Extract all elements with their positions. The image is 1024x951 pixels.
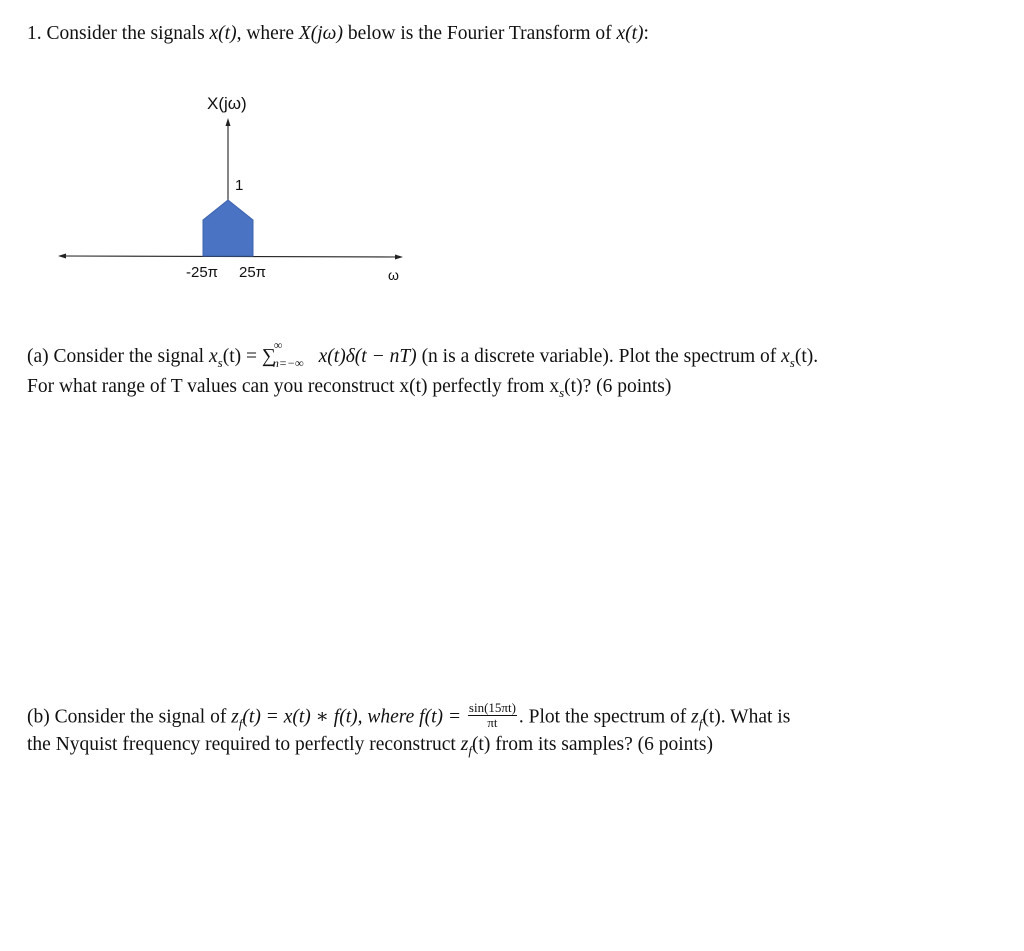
stem-text-3: below is the Fourier Transform of <box>347 23 612 44</box>
part-a-end: (t). <box>794 346 819 367</box>
frac-denominator: πt <box>487 714 498 730</box>
left-tick-label: -25π <box>186 264 219 281</box>
xs-symbol-2: x <box>781 346 790 367</box>
question-stem <box>27 24 649 44</box>
part-a-note: (n is a discrete variable). Plot the spectrum of <box>421 346 777 367</box>
sum-body: x(t)δ(t − nT) <box>318 346 417 367</box>
sum-lower: n=−∞ <box>272 356 304 370</box>
summation: ∑ ∞ n=−∞ <box>261 338 304 370</box>
part-a-line-1 <box>27 338 819 370</box>
fourier-transform-figure <box>55 90 415 290</box>
sum-upper: ∞ <box>273 338 283 352</box>
part-b-text-2: the Nyquist frequency required to perfectly reconstruct <box>27 734 456 755</box>
x-of-t-2: x(t) <box>616 23 644 44</box>
part-a-line-2 <box>27 377 671 400</box>
xs-subscript: s <box>217 354 223 370</box>
xlabel: ω <box>388 267 399 283</box>
spectrum-shape <box>203 200 253 256</box>
part-b-eq: (t) = x(t) ∗ f(t), where f(t) = <box>242 706 462 728</box>
part-a-text-1: Consider the signal <box>53 346 205 367</box>
part-a-text-2: For what range of T values can you reconstruct x(t) perfectly from x <box>27 376 560 397</box>
part-b-after-frac: . Plot the spectrum of <box>518 706 687 728</box>
zf-symbol-3: z <box>460 734 469 755</box>
frac-numerator: sin(15πt) <box>468 700 516 715</box>
part-b-line-1 <box>27 700 791 732</box>
question-number: 1. <box>27 23 42 44</box>
part-b-text-2-end: (t) from its samples? (6 points) <box>471 734 713 755</box>
magnitude-axis-arrow <box>226 118 231 126</box>
X-of-jw: X(jω) <box>298 23 343 44</box>
part-a-label: (a) <box>27 346 49 367</box>
xs-symbol: x <box>208 346 218 367</box>
part-a-text-2-end: (t)? (6 points) <box>564 376 672 397</box>
zf-subscript: f <box>238 715 243 731</box>
zf-subscript-2: f <box>698 715 703 731</box>
part-b-label: (b) <box>27 706 50 728</box>
part-a-eq: (t) = <box>222 346 257 367</box>
xs-subscript-2: s <box>789 354 795 370</box>
right-tick-label: 25π <box>239 264 267 281</box>
x-of-t: x(t) <box>209 23 237 44</box>
xs-subscript-3: s <box>559 384 565 400</box>
part-b-end: (t). What is <box>702 706 791 728</box>
zf-symbol-2: z <box>691 706 699 728</box>
omega-axis-right-arrow <box>395 255 403 260</box>
zf-subscript-3: f <box>468 742 472 758</box>
stem-text-1: Consider the signals <box>46 23 205 44</box>
height-label: 1 <box>235 177 244 194</box>
zf-symbol: z <box>231 706 239 728</box>
ylabel: X(jω) <box>207 94 247 113</box>
omega-axis-left-arrow <box>58 254 66 259</box>
sinc-fraction <box>468 701 517 729</box>
stem-text-2: , where <box>236 23 294 44</box>
part-b-text-1: Consider the signal of <box>54 706 227 728</box>
part-b-line-2 <box>27 735 713 758</box>
stem-colon: : <box>643 23 649 44</box>
